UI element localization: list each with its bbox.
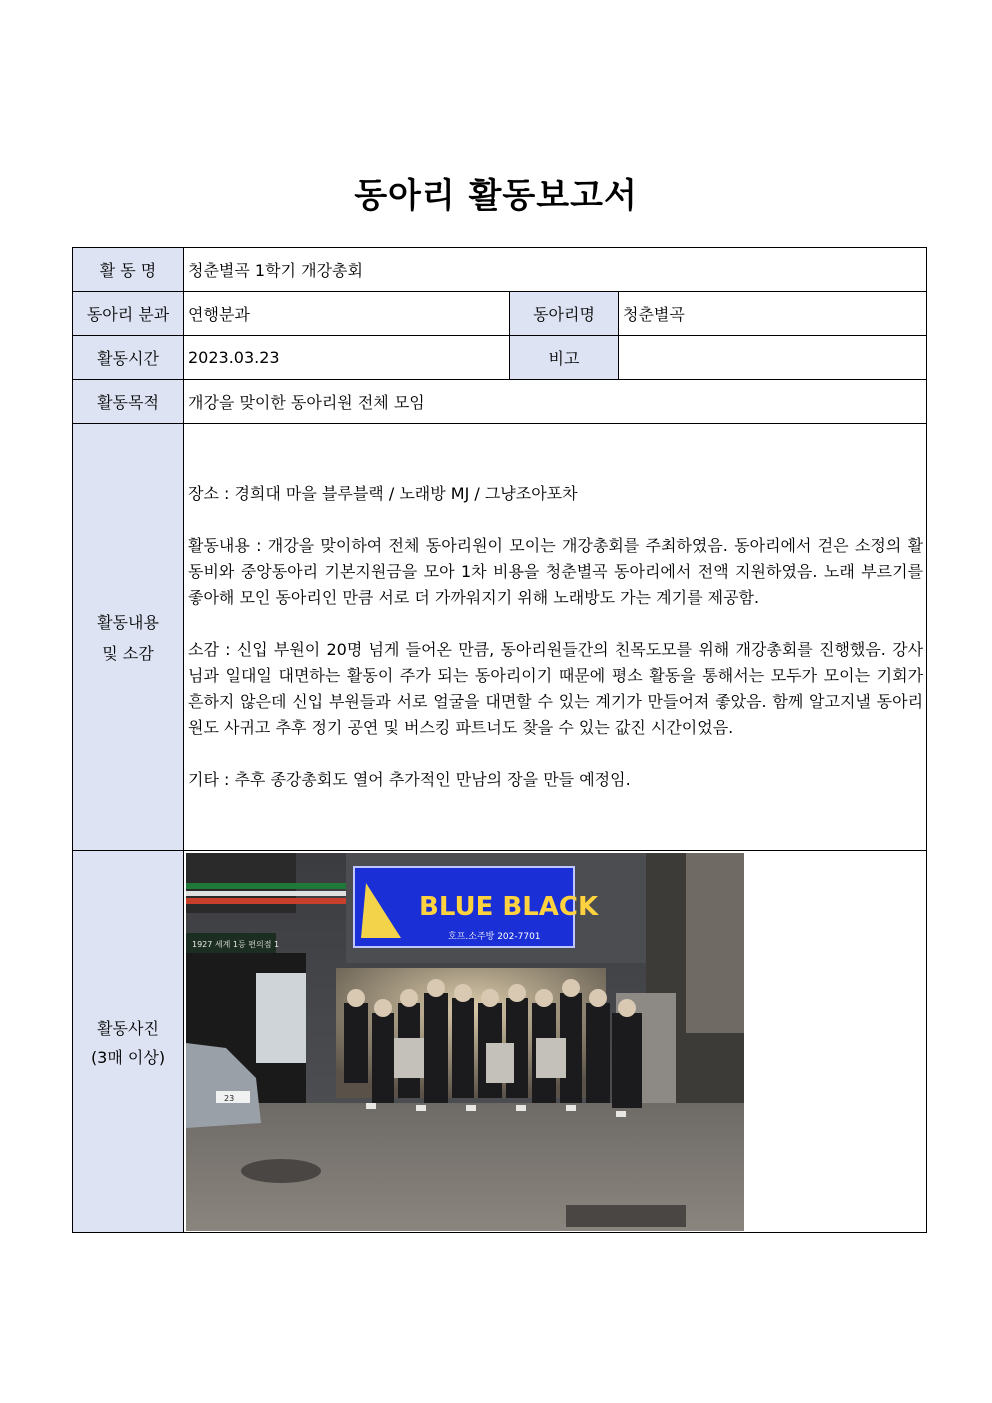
value-remarks (619, 336, 927, 380)
label-content-line2: 및 소감 (102, 644, 154, 663)
value-club-name: 청춘별곡 (619, 292, 927, 336)
value-activity-time: 2023.03.23 (184, 336, 510, 380)
label-content-line1: 활동내용 (97, 613, 159, 632)
photo-cell (184, 851, 927, 1233)
label-photos-line2: (3매 이상) (90, 1047, 166, 1067)
row-club-division (73, 292, 927, 336)
row-purpose (73, 380, 927, 424)
sign-subtext: 호프.소주방 202-7701 (448, 932, 541, 942)
content-body (184, 424, 927, 851)
content-place: 장소 : 경희대 마을 블루블랙 / 노래방 MJ / 그냥조아포차 (188, 484, 578, 503)
car-plate-text: 23 (224, 1094, 235, 1103)
label-content (73, 424, 184, 851)
label-activity-time: 활동시간 (73, 336, 184, 380)
label-activity-name: 활 동 명 (73, 248, 184, 292)
side-sign-text: 1927 세계 1등 편의점 1 (192, 940, 280, 949)
content-etc: 기타 : 추후 종강총회도 열어 추가적인 만남의 장을 만들 예정임. (188, 770, 631, 789)
sign-text: BLUE BLACK (419, 892, 599, 922)
label-photos (73, 851, 184, 1233)
row-content (73, 424, 927, 851)
label-remarks: 비고 (510, 336, 619, 380)
label-club-division: 동아리 분과 (73, 292, 184, 336)
row-photos (73, 851, 927, 1233)
label-photos-line1: 활동사진 (97, 1018, 159, 1038)
report-table (72, 247, 927, 1233)
row-activity-time (73, 336, 927, 380)
value-purpose: 개강을 맞이한 동아리원 전체 모임 (184, 380, 927, 424)
row-activity-name (73, 248, 927, 292)
content-activity: 활동내용 : 개강을 맞이하여 전체 동아리원이 모이는 개강총회를 주최하였음. 동아리에서 걷은 소정의 활동비와 중앙동아리 기본지원금을 모아 1차 비용을 청춘별곡 동아리에서 전액 지원하였음. 노래 부르기를 좋아해 모인 동아리인 만큼 서로 더 가까워지기 위해 노래방도 가는 계기를 제공함. (188, 536, 924, 607)
content-impression: 소감 : 신입 부원이 20명 넘게 들어온 만큼, 동아리원들간의 친목도모를 위해 개강총회를 진행했음. 강사님과 일대일 대면하는 활동이 주가 되는 동아리이기 때문에 평소 활동을 통해서는 모두가 모이는 기회가 흔하지 않은데 신입 부원들과 서로 얼굴을 대면할 수 있는 계기가 만들어져 좋았음. 함께 알고지낼 동아리원도 사귀고 추후 정기 공연 및 버스킹 파트너도 찾을 수 있는 값진 시간이었음. (188, 640, 924, 737)
label-purpose: 활동목적 (73, 380, 184, 424)
label-club-name: 동아리명 (510, 292, 619, 336)
value-club-division: 연행분과 (184, 292, 510, 336)
value-activity-name: 청춘별곡 1학기 개강총회 (184, 248, 927, 292)
activity-photo (186, 853, 744, 1231)
page-title: 동아리 활동보고서 (354, 176, 638, 216)
